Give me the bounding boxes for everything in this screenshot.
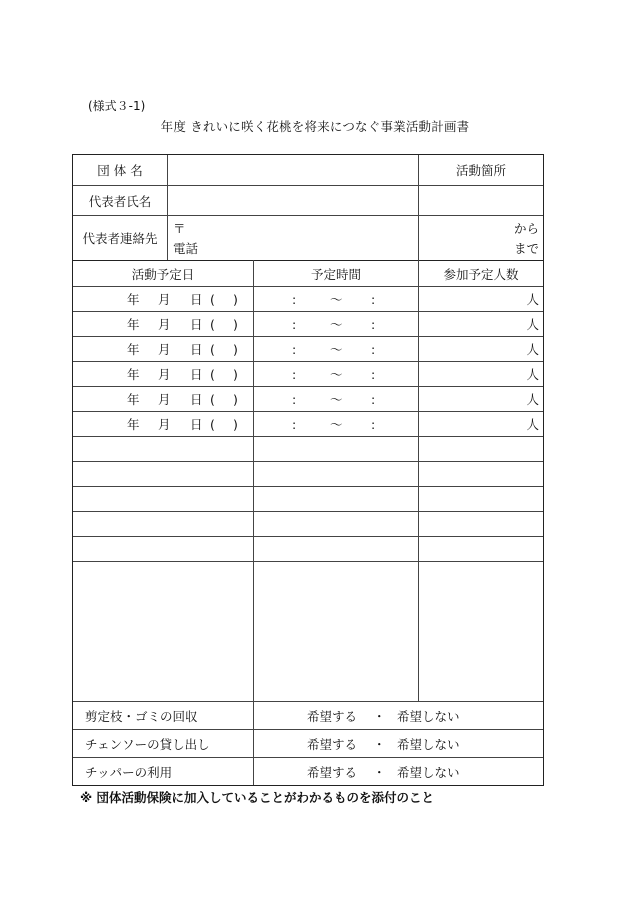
time-tilde: ～ <box>330 417 343 432</box>
time-tilde: ～ <box>330 342 343 357</box>
time-colon: : <box>292 416 297 432</box>
month-mark: 月 <box>158 367 171 382</box>
document-title: 年度 きれいに咲く花桃を将来につなぐ事業活動計画書 <box>160 119 470 134</box>
paren-open: ( <box>210 316 215 332</box>
year-mark: 年 <box>127 367 140 382</box>
paren-close: ) <box>233 391 238 407</box>
option-separator: ・ <box>373 708 386 724</box>
time-colon: : <box>371 416 376 432</box>
time-colon: : <box>292 341 297 357</box>
month-mark: 月 <box>158 392 171 407</box>
group-name-field[interactable] <box>168 155 418 185</box>
paren-close: ) <box>233 416 238 432</box>
row-divider <box>73 561 543 562</box>
schedule-people-header: 参加予定人数 <box>443 266 519 282</box>
time-colon: : <box>371 391 376 407</box>
rep-name-label: 代表者氏名 <box>88 193 152 209</box>
option-label: チッパーの利用 <box>85 764 173 780</box>
year-mark: 年 <box>127 392 140 407</box>
day-mark: 日 <box>190 367 203 382</box>
people-unit: 人 <box>526 392 539 407</box>
time-colon: : <box>371 291 376 307</box>
col-divider <box>253 260 254 785</box>
time-tilde: ～ <box>330 392 343 407</box>
option-separator: ・ <box>373 764 386 780</box>
to-label: まで <box>513 241 539 256</box>
paren-close: ) <box>233 316 238 332</box>
time-colon: : <box>292 316 297 332</box>
row-divider <box>73 486 543 487</box>
paren-open: ( <box>210 366 215 382</box>
activity-plan-form <box>72 154 544 786</box>
time-colon: : <box>292 291 297 307</box>
activity-place-field[interactable] <box>419 186 543 215</box>
month-mark: 月 <box>158 417 171 432</box>
month-mark: 月 <box>158 292 171 307</box>
year-mark: 年 <box>127 292 140 307</box>
time-colon: : <box>292 366 297 382</box>
time-tilde: ～ <box>330 367 343 382</box>
year-mark: 年 <box>127 317 140 332</box>
paren-open: ( <box>210 391 215 407</box>
paren-close: ) <box>233 291 238 307</box>
row-divider <box>73 511 543 512</box>
people-unit: 人 <box>526 417 539 432</box>
time-colon: : <box>371 316 376 332</box>
option-yes[interactable]: 希望する <box>307 708 358 724</box>
day-mark: 日 <box>190 292 203 307</box>
group-name-label: 団 体 名 <box>97 163 143 178</box>
form-number: (様式３-1) <box>88 99 146 113</box>
row-divider <box>73 461 543 462</box>
time-tilde: ～ <box>330 292 343 307</box>
option-label: チェンソーの貸し出し <box>85 736 210 752</box>
people-unit: 人 <box>526 367 539 382</box>
row-divider <box>73 436 543 437</box>
time-tilde: ～ <box>330 317 343 332</box>
option-no[interactable]: 希望しない <box>397 708 460 724</box>
schedule-date-header: 活動予定日 <box>131 266 195 282</box>
month-mark: 月 <box>158 317 171 332</box>
paren-open: ( <box>210 416 215 432</box>
day-mark: 日 <box>190 342 203 357</box>
paren-close: ) <box>233 366 238 382</box>
footer-note: ※ 団体活動保険に加入していることがわかるものを添付のこと <box>80 790 435 805</box>
day-mark: 日 <box>190 417 203 432</box>
paren-close: ) <box>233 341 238 357</box>
people-unit: 人 <box>526 342 539 357</box>
option-separator: ・ <box>373 736 386 752</box>
option-no[interactable]: 希望しない <box>397 736 460 752</box>
time-colon: : <box>371 341 376 357</box>
time-colon: : <box>292 391 297 407</box>
paren-open: ( <box>210 291 215 307</box>
row-divider <box>73 536 543 537</box>
year-mark: 年 <box>127 417 140 432</box>
from-label: から <box>513 221 539 236</box>
option-yes[interactable]: 希望する <box>307 736 358 752</box>
activity-place-label: 活動箇所 <box>455 163 506 178</box>
rep-name-field[interactable] <box>168 186 418 215</box>
postal-mark: 〒 <box>173 221 186 236</box>
day-mark: 日 <box>190 392 203 407</box>
year-mark: 年 <box>127 342 140 357</box>
paren-open: ( <box>210 341 215 357</box>
day-mark: 日 <box>190 317 203 332</box>
option-label: 剪定枝・ゴミの回収 <box>85 708 198 724</box>
time-colon: : <box>371 366 376 382</box>
month-mark: 月 <box>158 342 171 357</box>
schedule-time-header: 予定時間 <box>310 266 361 282</box>
option-yes[interactable]: 希望する <box>307 764 358 780</box>
option-no[interactable]: 希望しない <box>397 764 460 780</box>
people-unit: 人 <box>526 317 539 332</box>
phone-label: 電話 <box>173 241 199 256</box>
people-unit: 人 <box>526 292 539 307</box>
rep-contact-label: 代表者連絡先 <box>82 231 158 246</box>
